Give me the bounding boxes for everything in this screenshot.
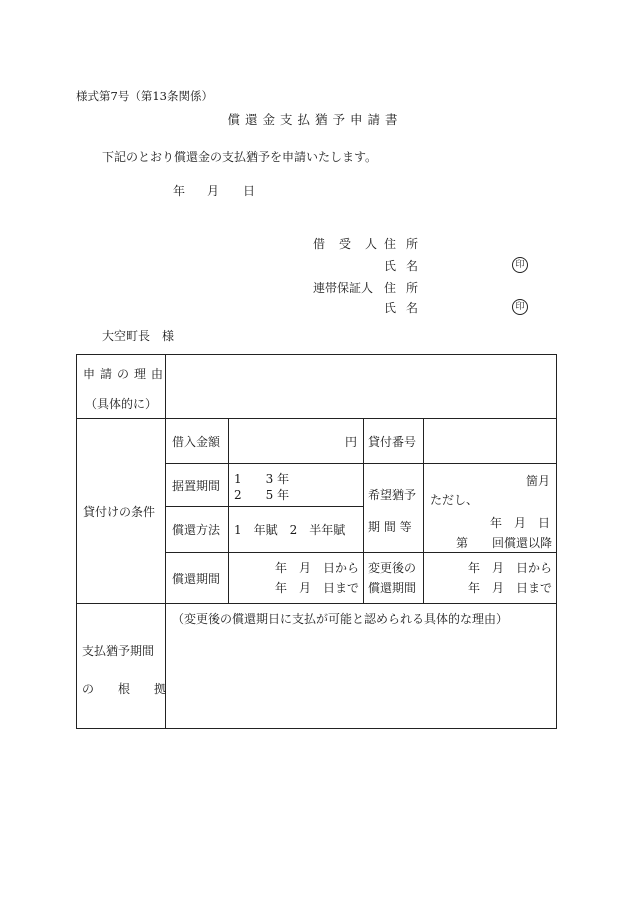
basis-note: （変更後の償還期日に支払が可能と認められる具体的な理由）	[172, 612, 509, 626]
borrower-name-label: 氏名	[384, 259, 429, 273]
application-form-table	[76, 354, 557, 729]
repayment-period-to: 年 月 日まで	[274, 581, 359, 595]
from-installment-label: 第 回償還以降	[455, 536, 552, 550]
intro-text: 下記のとおり償還金の支払猶予を申請いたします。	[102, 150, 378, 164]
reason-label-cell	[77, 355, 169, 419]
requested-deferment-input-cell[interactable]	[424, 464, 557, 553]
requested-date-label: 年 月 日	[489, 516, 550, 530]
deferment-option-1: 1 3 年	[234, 472, 290, 486]
guarantor-seal-mark: 印	[512, 299, 528, 315]
form-number: 様式第7号（第13条関係）	[76, 89, 213, 103]
document-title: 償還金支払猶予申請書	[227, 112, 403, 127]
changed-period-label: 変更後の	[368, 561, 417, 575]
changed-period-input-cell[interactable]	[424, 553, 557, 604]
deferment-label: 据置期間	[172, 478, 221, 493]
repayment-period-label-cell	[166, 553, 229, 604]
borrower-address-label: 住所	[384, 237, 429, 251]
guarantor-label: 連帯保証人	[313, 281, 374, 295]
loan-number-input-cell[interactable]	[424, 419, 557, 464]
repayment-method-label: 償還方法	[172, 523, 221, 537]
changed-period-label-cell	[364, 553, 424, 604]
deferment-options-cell[interactable]	[229, 464, 364, 507]
requested-deferment-label-cell	[364, 464, 424, 553]
repayment-period-label: 償還期間	[172, 571, 221, 586]
reason-row	[77, 355, 557, 419]
date-month-label: 月	[207, 184, 220, 198]
loan-number-label: 貸付番号	[368, 434, 417, 449]
reason-input-cell[interactable]	[166, 355, 557, 419]
date-day-label: 日	[243, 184, 256, 198]
borrower-seal-mark: 印	[512, 257, 528, 273]
loan-amount-label-cell	[166, 419, 229, 464]
basis-input-cell[interactable]	[166, 604, 557, 729]
basis-sublabel: の 根 拠	[82, 682, 167, 696]
date-year-label: 年	[173, 184, 186, 198]
yen-unit: 円	[344, 434, 357, 449]
repayment-period-input-cell[interactable]	[229, 553, 364, 604]
borrower-label: 借受人	[313, 237, 392, 251]
reason-sublabel: （具体的に）	[85, 397, 158, 411]
however-label: ただし、	[430, 493, 479, 507]
repayment-method-label-cell	[166, 507, 229, 553]
reason-label: 申請の理由	[83, 367, 169, 381]
basis-label-cell	[77, 604, 166, 729]
guarantor-address-label: 住所	[384, 281, 429, 295]
basis-label: 支払猶予期間	[82, 644, 155, 658]
deferment-label-cell	[166, 464, 229, 507]
basis-row	[77, 604, 557, 729]
requested-deferment-sublabel: 期 間 等	[368, 520, 412, 534]
deferment-option-2: 2 5 年	[234, 488, 290, 502]
guarantor-name-label: 氏名	[384, 301, 429, 315]
repayment-method-options-cell[interactable]	[229, 507, 364, 553]
conditions-label: 貸付けの条件	[83, 504, 156, 519]
changed-period-from: 年 月 日から	[467, 561, 552, 575]
changed-period-to: 年 月 日まで	[467, 581, 552, 595]
addressee: 大空町長 様	[102, 329, 175, 343]
months-label: 箇月	[525, 474, 550, 488]
loan-number-label-cell	[364, 419, 424, 464]
loan-amount-row	[77, 419, 557, 464]
conditions-label-cell	[77, 419, 166, 604]
loan-amount-label: 借入金額	[172, 434, 221, 449]
loan-amount-input-cell[interactable]	[229, 419, 364, 464]
repayment-period-from: 年 月 日から	[274, 561, 359, 575]
changed-period-sublabel: 償還期間	[368, 581, 417, 595]
requested-deferment-label: 希望猶予	[368, 488, 417, 502]
repayment-method-options: 1 年賦 2 半年賦	[234, 523, 346, 537]
